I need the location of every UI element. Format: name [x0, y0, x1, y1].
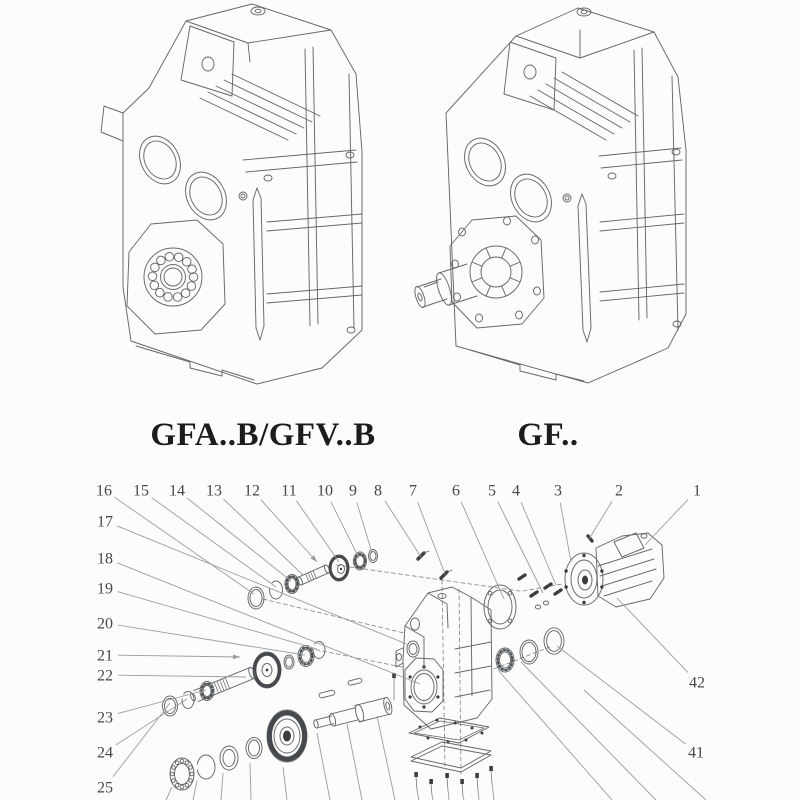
output-flange: [450, 216, 544, 328]
housing-bolt: [392, 673, 396, 700]
leader-line-23: [118, 690, 206, 714]
callout-number-18: 18: [97, 550, 113, 568]
callout-number-20: 20: [97, 615, 113, 633]
callout-number-17: 17: [97, 513, 113, 531]
leader-line-6: [461, 502, 504, 599]
side-tie-rod: [578, 194, 591, 342]
cutoff-leader-line-10: [432, 795, 433, 800]
leader-line-1: [645, 499, 688, 545]
callout-number-3: 3: [554, 482, 562, 500]
leader-line-25: [113, 703, 170, 777]
callout-number-10: 10: [317, 482, 333, 500]
intermediate-pinion-shaft: [163, 666, 257, 716]
cooling-ribs: [530, 72, 638, 140]
callout-number-21: 21: [97, 647, 113, 665]
leader-line-11: [296, 501, 339, 562]
cutoff-leader-line-2: [193, 781, 197, 800]
callout-number-2: 2: [615, 482, 623, 500]
input-face-bores: [456, 131, 571, 229]
callout-number-15: 15: [133, 482, 149, 500]
top-plate: [181, 26, 234, 96]
callout-number-16: 16: [96, 482, 112, 500]
side-straps: [243, 150, 362, 333]
callout-number-7: 7: [409, 482, 417, 500]
callout-number-42: 42: [689, 674, 705, 692]
vent-plug-icon: [251, 7, 265, 15]
callout-number-4: 4: [512, 482, 520, 500]
leader-line-19: [118, 592, 318, 649]
output-bearing-and-seals: [496, 628, 564, 672]
bottom-cover-plate: [411, 742, 491, 772]
leader-line-8: [385, 501, 421, 557]
leader-line-4: [521, 502, 556, 585]
output-gear-assembly: [170, 710, 307, 790]
callout-number-1: 1: [693, 482, 701, 500]
cutoff-leader-line-11: [448, 790, 449, 800]
leader-arrowhead-21: [233, 655, 240, 660]
cutoff-leader-line-12: [463, 796, 464, 800]
leader-line-2: [589, 501, 612, 539]
cutoff-leader-line-9: [417, 790, 419, 800]
roof-ridge: [186, 21, 331, 62]
leader-line-3: [560, 503, 571, 562]
callout-number-8: 8: [374, 482, 382, 500]
leader-line-7: [418, 502, 445, 574]
output-shaft: [413, 264, 477, 309]
callout-number-13: 13: [206, 482, 222, 500]
callout-number-24: 24: [97, 744, 113, 762]
cutoff-leader-line-4: [250, 763, 251, 800]
output-shaft: [313, 673, 396, 729]
cutoff-leader-line-5: [283, 767, 287, 800]
input-flange-gasket-ring: [484, 585, 516, 629]
callout-number-14: 14: [169, 482, 185, 500]
vent-plug-icon: [577, 8, 591, 16]
cutoff-leader-line-8: [377, 716, 395, 800]
bearing-rollers: [148, 252, 198, 301]
oil-pan-gasket: [409, 718, 489, 744]
leader-line-22: [118, 675, 246, 677]
leader-line-24: [116, 699, 187, 745]
callout-number-5: 5: [488, 482, 496, 500]
cutoff-leader-line-7: [347, 724, 362, 800]
cooling-ribs: [200, 74, 320, 140]
callout-number-19: 19: [97, 580, 113, 598]
leader-line-18: [117, 563, 420, 684]
side-straps: [599, 148, 684, 327]
leader-line-10: [331, 502, 359, 558]
exploded-parts-diagram: [163, 533, 665, 796]
figure-label-hollow-shaft: GFA..B/GFV..B: [150, 417, 376, 453]
callout-number-22: 22: [97, 667, 113, 685]
callout-layer: [96, 483, 706, 800]
top-plate: [504, 42, 556, 110]
leader-line-12: [261, 500, 317, 562]
callout-number-41: 41: [688, 744, 704, 762]
gearbox-solid-shaft-drawing: [413, 8, 686, 383]
leader-line-17: [117, 526, 409, 645]
leader-line-20: [118, 625, 305, 655]
figure-label-solid-shaft: GF..: [517, 417, 579, 453]
cutoff-leader-line-15: [498, 670, 612, 800]
callout-number-25: 25: [97, 779, 113, 797]
cutoff-leader-line-14: [492, 783, 494, 800]
motor-assembly: [564, 533, 664, 607]
leader-line-16: [115, 497, 254, 594]
side-panel-edges: [305, 47, 354, 328]
gearbox-hollow-shaft-drawing: [101, 4, 362, 384]
cutoff-leader-line-16: [521, 662, 656, 800]
roof-ridge: [516, 30, 654, 58]
callout-number-11: 11: [281, 482, 297, 500]
hollow-shaft-bearing-boss: [127, 220, 225, 334]
leader-line-21: [118, 655, 240, 657]
input-face-bores: [131, 129, 247, 227]
leader-line-15: [152, 498, 276, 587]
mounting-foot: [101, 106, 254, 380]
cutoff-leader-line-6: [317, 733, 330, 800]
cutoff-leader-line-13: [478, 790, 479, 800]
bearing-cage-spokes: [472, 248, 520, 296]
assembly-axis-lines: [263, 565, 562, 774]
cutoff-leader-line-1: [166, 787, 172, 800]
leader-line-42: [617, 598, 688, 673]
leader-line-14: [187, 498, 291, 581]
housing-outline: [446, 8, 686, 383]
leader-line-9: [357, 502, 372, 553]
cutoff-leader-line-3: [221, 773, 223, 800]
leader-line-41: [557, 646, 686, 744]
side-tie-rod: [253, 188, 264, 340]
callout-number-9: 9: [349, 482, 357, 500]
callout-number-6: 6: [452, 482, 460, 500]
callout-number-23: 23: [97, 709, 113, 727]
callout-number-12: 12: [244, 482, 260, 500]
